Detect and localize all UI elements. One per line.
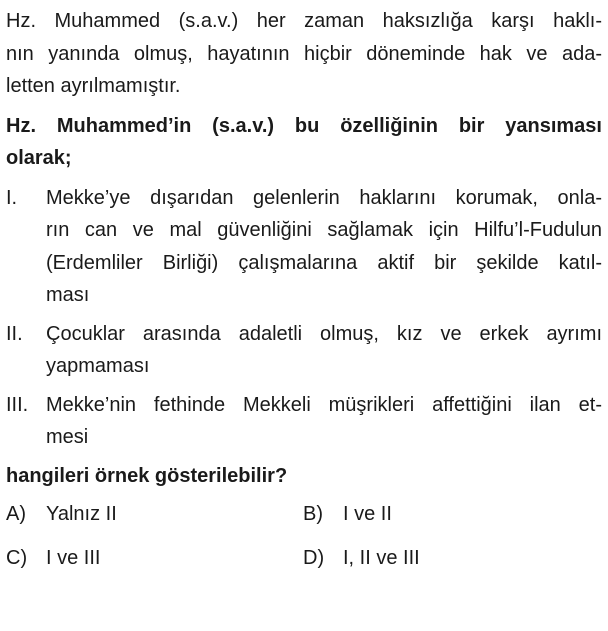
statement-line: yapmaması (46, 355, 150, 377)
prompt-line: olarak; (6, 147, 72, 169)
statement-number: III. (6, 393, 29, 416)
statement-line: mesi (46, 426, 89, 448)
option-b[interactable] (303, 498, 392, 530)
option-letter: C) (6, 547, 28, 569)
option-text: I ve III (46, 547, 101, 569)
option-letter: D) (303, 547, 325, 569)
option-letter: A) (6, 503, 26, 525)
question-text: hangileri örnek gösterilebilir? (6, 464, 288, 487)
statement-text (46, 182, 602, 312)
statement-text (46, 318, 602, 383)
intro-line: Hz. Muhammed (s.a.v.) her zaman haksızlığa karşı haklı- (6, 10, 602, 32)
statement-line: Mekke’nin fethinde Mekkeli müşrikleri affettiğini ilan et- (46, 393, 602, 416)
option-text: I ve II (343, 503, 392, 525)
statement-line: ması (46, 284, 90, 306)
statement-number: I. (6, 186, 18, 209)
statement-number: II. (6, 322, 23, 345)
option-a[interactable] (6, 498, 117, 530)
option-text: I, II ve III (343, 547, 420, 569)
option-d[interactable] (303, 542, 420, 574)
question-prompt (6, 110, 602, 175)
statement-text (46, 389, 602, 454)
prompt-line: Hz. Muhammed’in (s.a.v.) bu özelliğinin bir yansıması (6, 114, 602, 137)
intro-line: letten ayrılmamıştır. (6, 75, 181, 97)
statement-line: Çocuklar arasında adaletli olmuş, kız ve erkek ayrımı (46, 322, 602, 345)
option-text: Yalnız II (46, 503, 117, 525)
statement-line: Mekke’ye dışarıdan gelenlerin haklarını korumak, onla- (46, 186, 602, 209)
statement-item-2 (6, 318, 602, 383)
option-letter: B) (303, 503, 323, 525)
statement-item-1 (6, 182, 602, 312)
intro-paragraph (6, 5, 602, 103)
statement-list (6, 182, 602, 454)
option-c[interactable] (6, 542, 100, 574)
statement-line: (Erdemliler Birliği) çalışmalarına aktif bir şekilde katıl- (46, 251, 602, 274)
statement-line: rın can ve mal güvenliğini sağlamak için Hilfu’l-Fudulun (46, 219, 602, 241)
intro-line: nın yanında olmuş, hayatının hiçbir döneminde hak ve ada- (6, 42, 602, 65)
statement-item-3 (6, 389, 602, 454)
answer-options (6, 498, 602, 582)
